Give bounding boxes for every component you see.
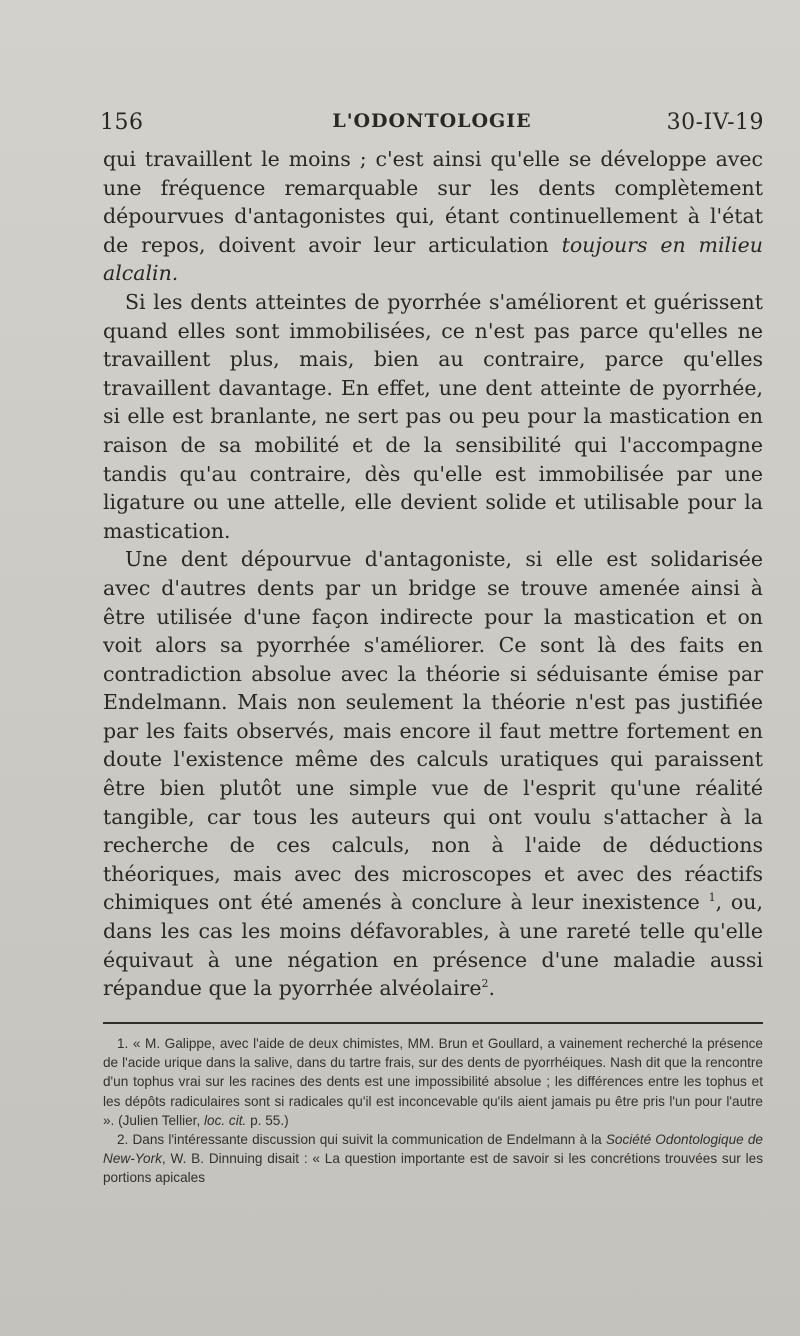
footnote-2-text: 2. Dans l'intéressante discussion qui suivit la communication de Endelmann à la xyxy=(117,1132,606,1148)
footnote-2-end: , W. B. Dinnuing disait : « La question importante est de savoir si les concrétions trouvées sur les portions apicales xyxy=(103,1151,763,1186)
footnote-1-text: 1. « M. Galippe, avec l'aide de deux chimistes, MM. Brun et Goullard, a vainement recherché la présence de l'acide urique dans la salive, dans du tartre frais, sur des dents de pyorrhéiques. Nash dit que la rencontre d'un tophus vrai sur les racines des dents est une impossibilité absolue ; les différences entre les tophus et les dépôts radiculaires sont si radicales qu'il est inconcevable qu'ils aient jamais pu être pris l'un pour l'autre ». (Julien Tellier, xyxy=(103,1036,763,1128)
paragraph-1-italic: toujours en milieu alcalin. xyxy=(103,232,763,286)
paragraph-2: Si les dents atteintes de pyorrhée s'améliorent et guérissent quand elles sont immobilisées, ce n'est pas parce qu'elles ne travaillent plus, mais, bien au contraire, parce qu'elles travaillent davantage. En effet, une dent atteinte de pyorrhée, si elle est branlante, ne sert pas ou peu pour la mastication en raison de sa mobilité et de la sensibilité qui l'accompagne tandis qu'au contraire, dès qu'elle est immobilisée par une ligature ou une attelle, elle devient solide et utilisable pour la mastication. xyxy=(103,289,763,543)
footnote-ref-1[interactable]: 1 xyxy=(708,891,716,905)
footnote-1-end: p. 55.) xyxy=(246,1112,289,1128)
paragraph-3-middle: , ou, dans les cas les moins défavorables, à une rareté telle qu'elle équivaut à une négation en présence d'une maladie aussi répandue que la pyorrhée alvéolaire xyxy=(103,890,763,1001)
paragraph-3-text: Une dent dépourvue d'antagoniste, si elle est solidarisée avec d'autres dents par un bridge se trouve amenée ainsi à être utilisée d'une façon indirecte pour la mastication et on voit alors sa pyorrhée s'améliorer. Ce sont là des faits en contradiction absolue avec la théorie si séduisante émise par Endelmann. Mais non seulement la théorie n'est pas justifiée par les faits observés, mais encore il faut mettre fortement en doute l'existence même des calculs uratiques qui paraissent être bien plutôt une simple vue de l'esprit qu'une réalité tangible, car tous les auteurs qui ont voulu s'attacher à la recherche de ces calculs, non à l'aide de déductions théoriques, mais avec des microscopes et avec des réactifs chimiques ont été amenés à conclure à leur inexistence xyxy=(103,547,763,915)
main-text xyxy=(103,145,763,1003)
footnote-1-italic: loc. cit. xyxy=(204,1112,247,1128)
footnote-1 xyxy=(103,1034,763,1130)
paragraph-3 xyxy=(103,545,763,1003)
footnotes xyxy=(103,1034,763,1188)
paragraph-1-text: qui travaillent le moins ; c'est ainsi qu'elle se développe avec une fréquence remarquable sur les dents complètement dépourvues d'antagonistes qui, étant continuellement à l'état de repos, doivent avoir leur articulation xyxy=(103,147,763,257)
paragraph-3-end: . xyxy=(488,976,495,1001)
journal-title: L'ODONTOLOGIE xyxy=(332,110,532,132)
issue-date: 30-IV-19 xyxy=(666,110,764,135)
footnote-divider xyxy=(103,1022,763,1024)
footnote-2 xyxy=(103,1130,763,1188)
footnote-2-italic: Société Odontologique de New-York xyxy=(103,1132,763,1167)
running-header xyxy=(100,110,764,140)
footnote-ref-2[interactable]: 2 xyxy=(481,977,489,991)
paragraph-1 xyxy=(103,145,763,288)
page-number: 156 xyxy=(100,110,144,135)
